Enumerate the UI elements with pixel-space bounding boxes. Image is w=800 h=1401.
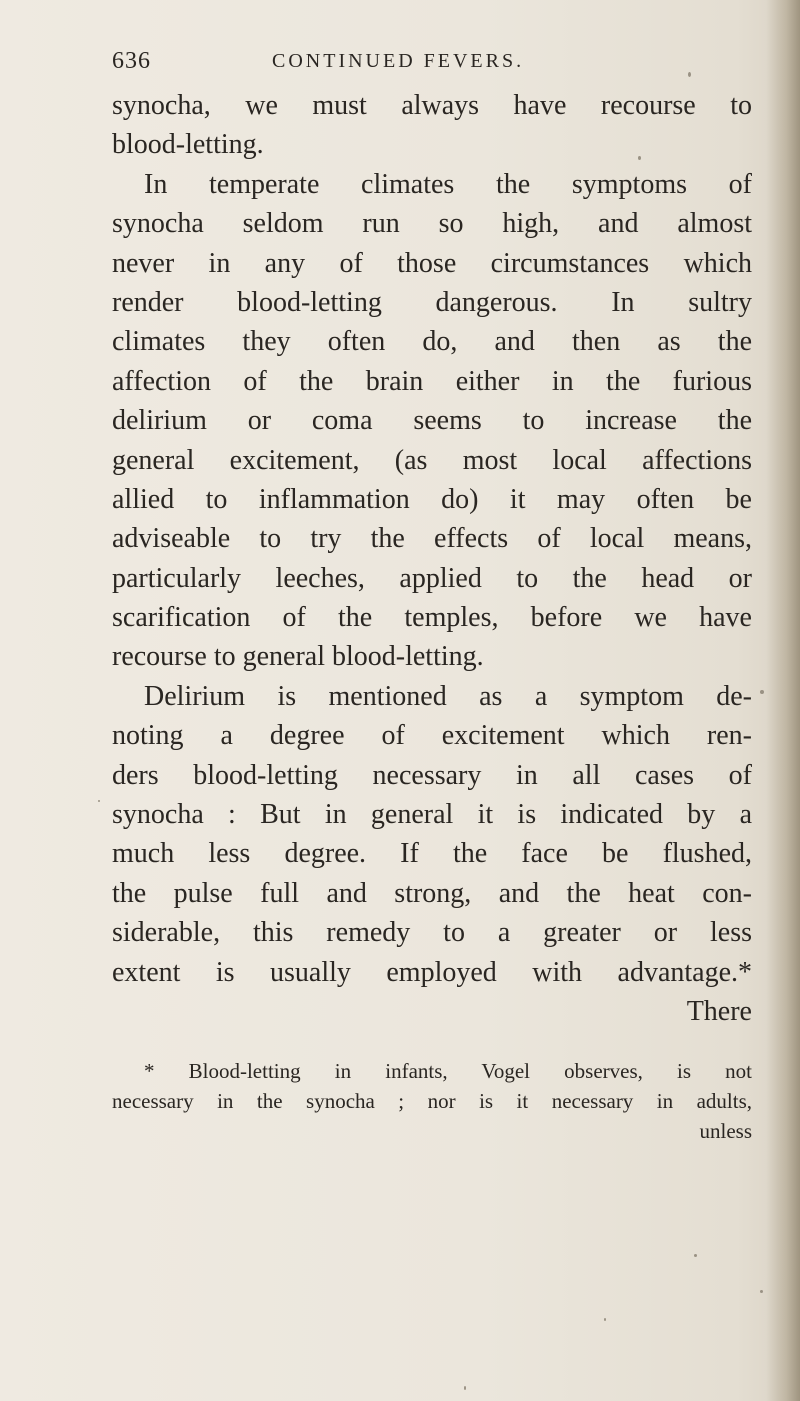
text-line: synocha, we must always have recourse to (112, 90, 752, 121)
text-line: blood-letting. (112, 129, 264, 161)
footnote (112, 1056, 752, 1146)
page-edge-shadow (766, 0, 800, 1401)
page-number: 636 (112, 48, 151, 74)
text-line: synocha : But in general it is indicated by a (112, 799, 752, 831)
text-line: Delirium is mentioned as a symptom de- (144, 680, 752, 712)
text-line: allied to inflammation do) it may often be (112, 483, 752, 515)
text-line: recourse to general blood-letting. (112, 641, 484, 673)
running-head: CONTINUED FEVERS. (272, 50, 525, 72)
text-line: affection of the brain either in the furious (112, 365, 752, 397)
footnote-line: necessary in the synocha ; nor is it necessary in adults, (112, 1089, 752, 1113)
text-line: adviseable to try the effects of local means, (112, 523, 752, 555)
catchword: There (686, 995, 752, 1027)
text-line: extent is usually employed with advantage.* (112, 956, 752, 988)
text-line: ders blood-letting necessary in all cases of (112, 759, 752, 791)
text-line: In temperate climates the symptoms of (144, 168, 752, 200)
footnote-line: * Blood-letting in infants, Vogel observes, is not (144, 1059, 752, 1083)
page-header (112, 48, 672, 88)
text-line: particularly leeches, applied to the head or (112, 562, 752, 594)
text-line: much less degree. If the face be flushed, (112, 838, 752, 870)
text-line: delirium or coma seems to increase the (112, 405, 752, 437)
text-line: synocha seldom run so high, and almost (112, 208, 752, 240)
text-line: siderable, this remedy to a greater or less (112, 917, 752, 949)
footnote-catchword: unless (699, 1119, 752, 1143)
text-line: the pulse full and strong, and the heat con- (112, 877, 752, 909)
text-line: noting a degree of excitement which ren- (112, 720, 752, 752)
text-line: climates they often do, and then as the (112, 326, 752, 358)
body-text (112, 86, 752, 1031)
text-line: never in any of those circumstances which (112, 247, 752, 279)
text-line: scarification of the temples, before we have (112, 602, 752, 634)
text-line: general excitement, (as most local affections (112, 444, 752, 476)
text-line: render blood-letting dangerous. In sultry (112, 286, 752, 318)
